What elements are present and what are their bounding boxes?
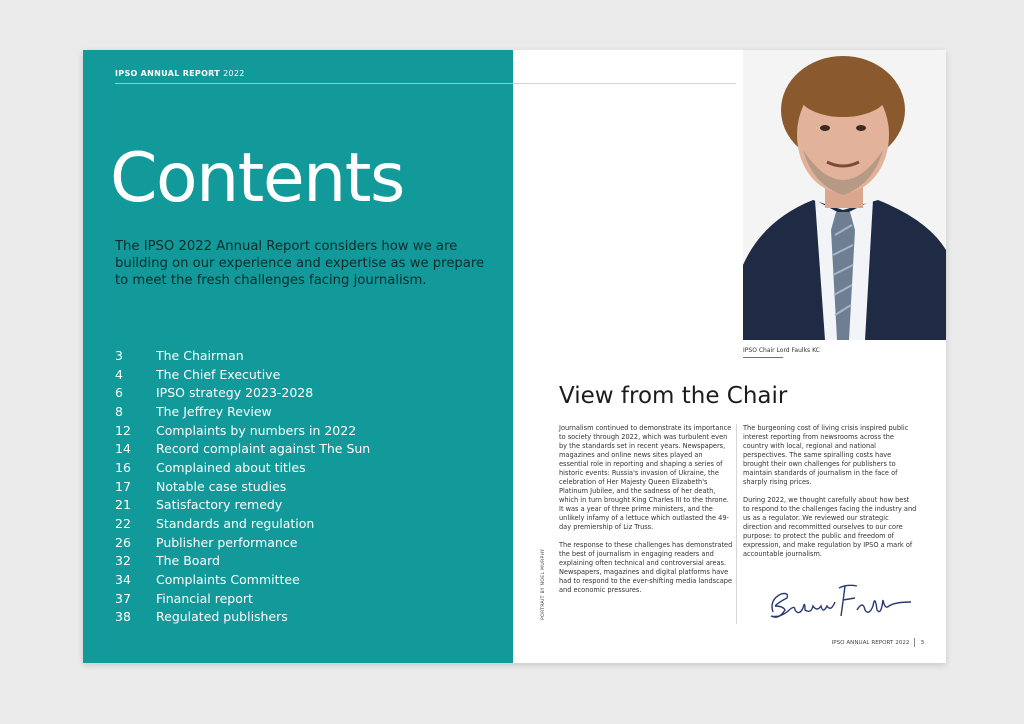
toc-page-number: 21: [115, 497, 131, 513]
toc-item[interactable]: [115, 402, 370, 421]
portrait-credit: PORTRAIT BY NOEL MURPHY: [541, 548, 546, 620]
toc-item[interactable]: [115, 608, 370, 627]
paragraph: During 2022, we thought carefully about how best to respond to the challenges facing the industry and us as a regulator. We reviewed our strategic direction and recommitted ourselves to our core purpose: to protect the public and freedom of expression, and make regulation by IPSO a mark of accountable journalism.: [743, 496, 917, 558]
chair-page: [513, 50, 946, 663]
chair-portrait: [743, 50, 946, 340]
footer-separator: [914, 638, 915, 647]
toc-page-number: 3: [115, 347, 123, 363]
text-column-1: [559, 424, 733, 604]
toc-item[interactable]: [115, 570, 370, 589]
paragraph: The response to these challenges has demonstrated the best of journalism in engaging readers and explaining often technical and controversial areas. Newspapers, magazines and digital platforms have had to respond to the ever-shifting media landscape and economic pressures.: [559, 541, 733, 594]
toc-item-title: Financial report: [156, 590, 253, 606]
toc-page-number: 22: [115, 516, 131, 532]
caption-rule: [743, 357, 783, 358]
toc-item[interactable]: [115, 496, 370, 515]
toc-item-title: The Chairman: [156, 347, 244, 363]
paragraph: Journalism continued to demonstrate its importance to society through 2022, which was turbulent even by the standards set in recent years. Newspapers, magazines and online news sites played an essential role in reporting and shaping a series of historic events: Russia's invasion of Ukraine, the celebration of Her Majesty Queen Elizabeth's Platinum Jubilee, and the sadness of her death, which in turn brought King Charles III to the throne. It was a year of three prime ministers, and the unlikely infamy of a lettuce which outlasted the 49-day premiership of Liz Truss.: [559, 424, 732, 531]
section-title: View from the Chair: [559, 383, 788, 409]
toc-item[interactable]: [115, 458, 370, 477]
portrait-illustration: [743, 50, 946, 340]
toc-item[interactable]: [115, 533, 370, 552]
paragraph: The burgeoning cost of living crisis inspired public interest reporting from newsrooms across the country with local, regional and national perspectives. The same spiralling costs have brought their own challenges for publishers to maintain standards of journalism in the face of sharply rising prices.: [743, 424, 909, 486]
toc-item-title: Publisher performance: [156, 534, 298, 550]
header-year: 2022: [223, 69, 245, 78]
toc-page-number: 34: [115, 572, 131, 588]
header-rule: [513, 83, 736, 84]
toc-page-number: 26: [115, 534, 131, 550]
toc-item[interactable]: [115, 552, 370, 571]
toc-item[interactable]: [115, 589, 370, 608]
toc-item-title: Notable case studies: [156, 478, 287, 494]
toc-item-title: Complained about titles: [156, 459, 306, 475]
text-column-2: [743, 424, 917, 568]
signature-image: [765, 580, 915, 625]
toc-item[interactable]: [115, 439, 370, 458]
toc-item-title: Record complaint against The Sun: [156, 441, 371, 457]
toc-item-title: The Jeffrey Review: [156, 403, 272, 419]
toc-item[interactable]: [115, 383, 370, 402]
header-brand: IPSO ANNUAL REPORT: [115, 69, 221, 78]
toc-item-title: Satisfactory remedy: [156, 497, 283, 513]
contents-intro: The IPSO 2022 Annual Report considers how we are building on our experience and expertise as we prepare to meet the fresh challenges facing journalism.: [115, 239, 485, 288]
chair-signature: [765, 580, 915, 629]
toc-item[interactable]: [115, 365, 370, 384]
page-footer: [832, 638, 924, 647]
toc-item-title: Standards and regulation: [156, 516, 315, 532]
toc-item[interactable]: [115, 514, 370, 533]
toc-page-number: 4: [115, 366, 123, 382]
footer-text: IPSO ANNUAL REPORT 2022: [831, 639, 910, 646]
header-rule: [115, 83, 513, 84]
toc-item-title: The Board: [156, 553, 220, 569]
toc-page-number: 12: [115, 422, 131, 438]
contents-title: Contents: [110, 139, 404, 218]
toc-item[interactable]: [115, 346, 370, 365]
toc-item[interactable]: [115, 477, 370, 496]
toc-item[interactable]: [115, 421, 370, 440]
toc-page-number: 17: [115, 478, 131, 494]
toc-page-number: 14: [115, 441, 131, 457]
toc-item-title: Complaints Committee: [156, 572, 300, 588]
toc-item-title: IPSO strategy 2023-2028: [156, 385, 314, 401]
toc-page-number: 16: [115, 459, 131, 475]
contents-page: [83, 50, 513, 663]
toc-page-number: 37: [115, 590, 131, 606]
column-divider: [736, 424, 737, 624]
toc-item-title: Complaints by numbers in 2022: [156, 422, 357, 438]
toc-page-number: 32: [115, 553, 131, 569]
toc-item-title: Regulated publishers: [156, 609, 288, 625]
report-spread: [83, 50, 946, 663]
table-of-contents: [115, 346, 370, 626]
toc-page-number: 8: [115, 403, 123, 419]
toc-page-number: 6: [115, 385, 123, 401]
page-number: 3: [920, 639, 924, 646]
running-header: [115, 69, 245, 78]
toc-page-number: 38: [115, 609, 131, 625]
photo-caption: IPSO Chair Lord Faulks KC: [743, 347, 820, 354]
toc-item-title: The Chief Executive: [156, 366, 281, 382]
